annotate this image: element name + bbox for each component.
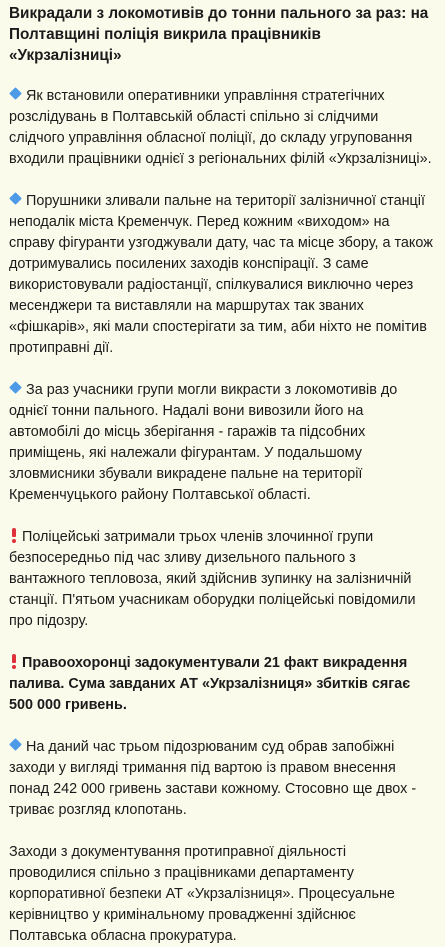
red-exclamation-icon [9,654,19,668]
paragraph-investigators [9,86,436,170]
paragraph-damages [9,653,436,716]
red-exclamation-icon [9,528,19,542]
paragraph-scheme [9,191,436,359]
paragraph-text: На даний час трьом підозрюваним суд обрав запобіжні заходи у вигляді тримання під вартою із правом внесення понад 242 000 гривень застави кожному. Стосовно ще двох - триває розгляд клопотань. [9,739,417,818]
blue-diamond-icon [9,192,23,206]
paragraph-cooperation [9,842,436,947]
paragraph-text: Поліцейські затримали трьох членів злочинної групи безпосередньо під час зливу дизельного пального з вантажного тепловоза, який здійснив зупинку на залізничній станції. П'ятьом учасникам оборудки поліцейські повідомили про підозру. [9,529,416,629]
blue-diamond-icon [9,381,23,395]
paragraph-text: Заходи з документування протиправної діяльності проводилися спільно з працівниками департаменту корпоративної безпеки АТ «Укрзалізниця». Процесуальне керівництво у кримінальному провадженні здійснює Полтавська обласна прокуратура. [9,844,395,944]
paragraph-text: Правоохоронці задокументували 21 факт викрадення палива. Сума завданих АТ «Укрзалізниця» збитків сягає 500 000 гривень. [9,655,411,713]
paragraph-volume [9,380,436,506]
paragraph-text: Порушники зливали пальне на території залізничної станції неподалік міста Кременчук. Перед кожним «виходом» на справу фігуранти узгоджували дату, час та місце збору, а також дотримувались посилених заходів конспірації. З саме використовували радіостанції, спілкувалися виключно через месенджери та виставляли на маршрутах так званих «фішкарів», які мали спостерігати за тим, аби ніхто не помітив протиправні дії. [9,193,433,356]
blue-diamond-icon [9,738,23,752]
post-title: Викрадали з локомотивів до тонни пального за раз: на Полтавщині поліція викрила працівників «Укрзалізниці» [9,5,429,64]
blue-diamond-icon [9,87,23,101]
paragraph-detention [9,527,436,632]
paragraph-court [9,737,436,821]
paragraph-text: Як встановили оперативники управління стратегічних розслідувань в Полтавській області спільно зі слідчими слідчого управління обласної поліції, до складу угруповання входили працівники однієї з регіональних філій «Укрзалізниці». [9,88,432,167]
paragraph-text: За раз учасники групи могли викрасти з локомотивів до однієї тонни пального. Надалі вони вивозили його на автомобілі до місць зберігання - гаражів та підсобних приміщень, які належали фігурантам. У подальшому зловмисники збували викрадене пальне на території Кременчуцького району Полтавської області. [9,382,398,503]
